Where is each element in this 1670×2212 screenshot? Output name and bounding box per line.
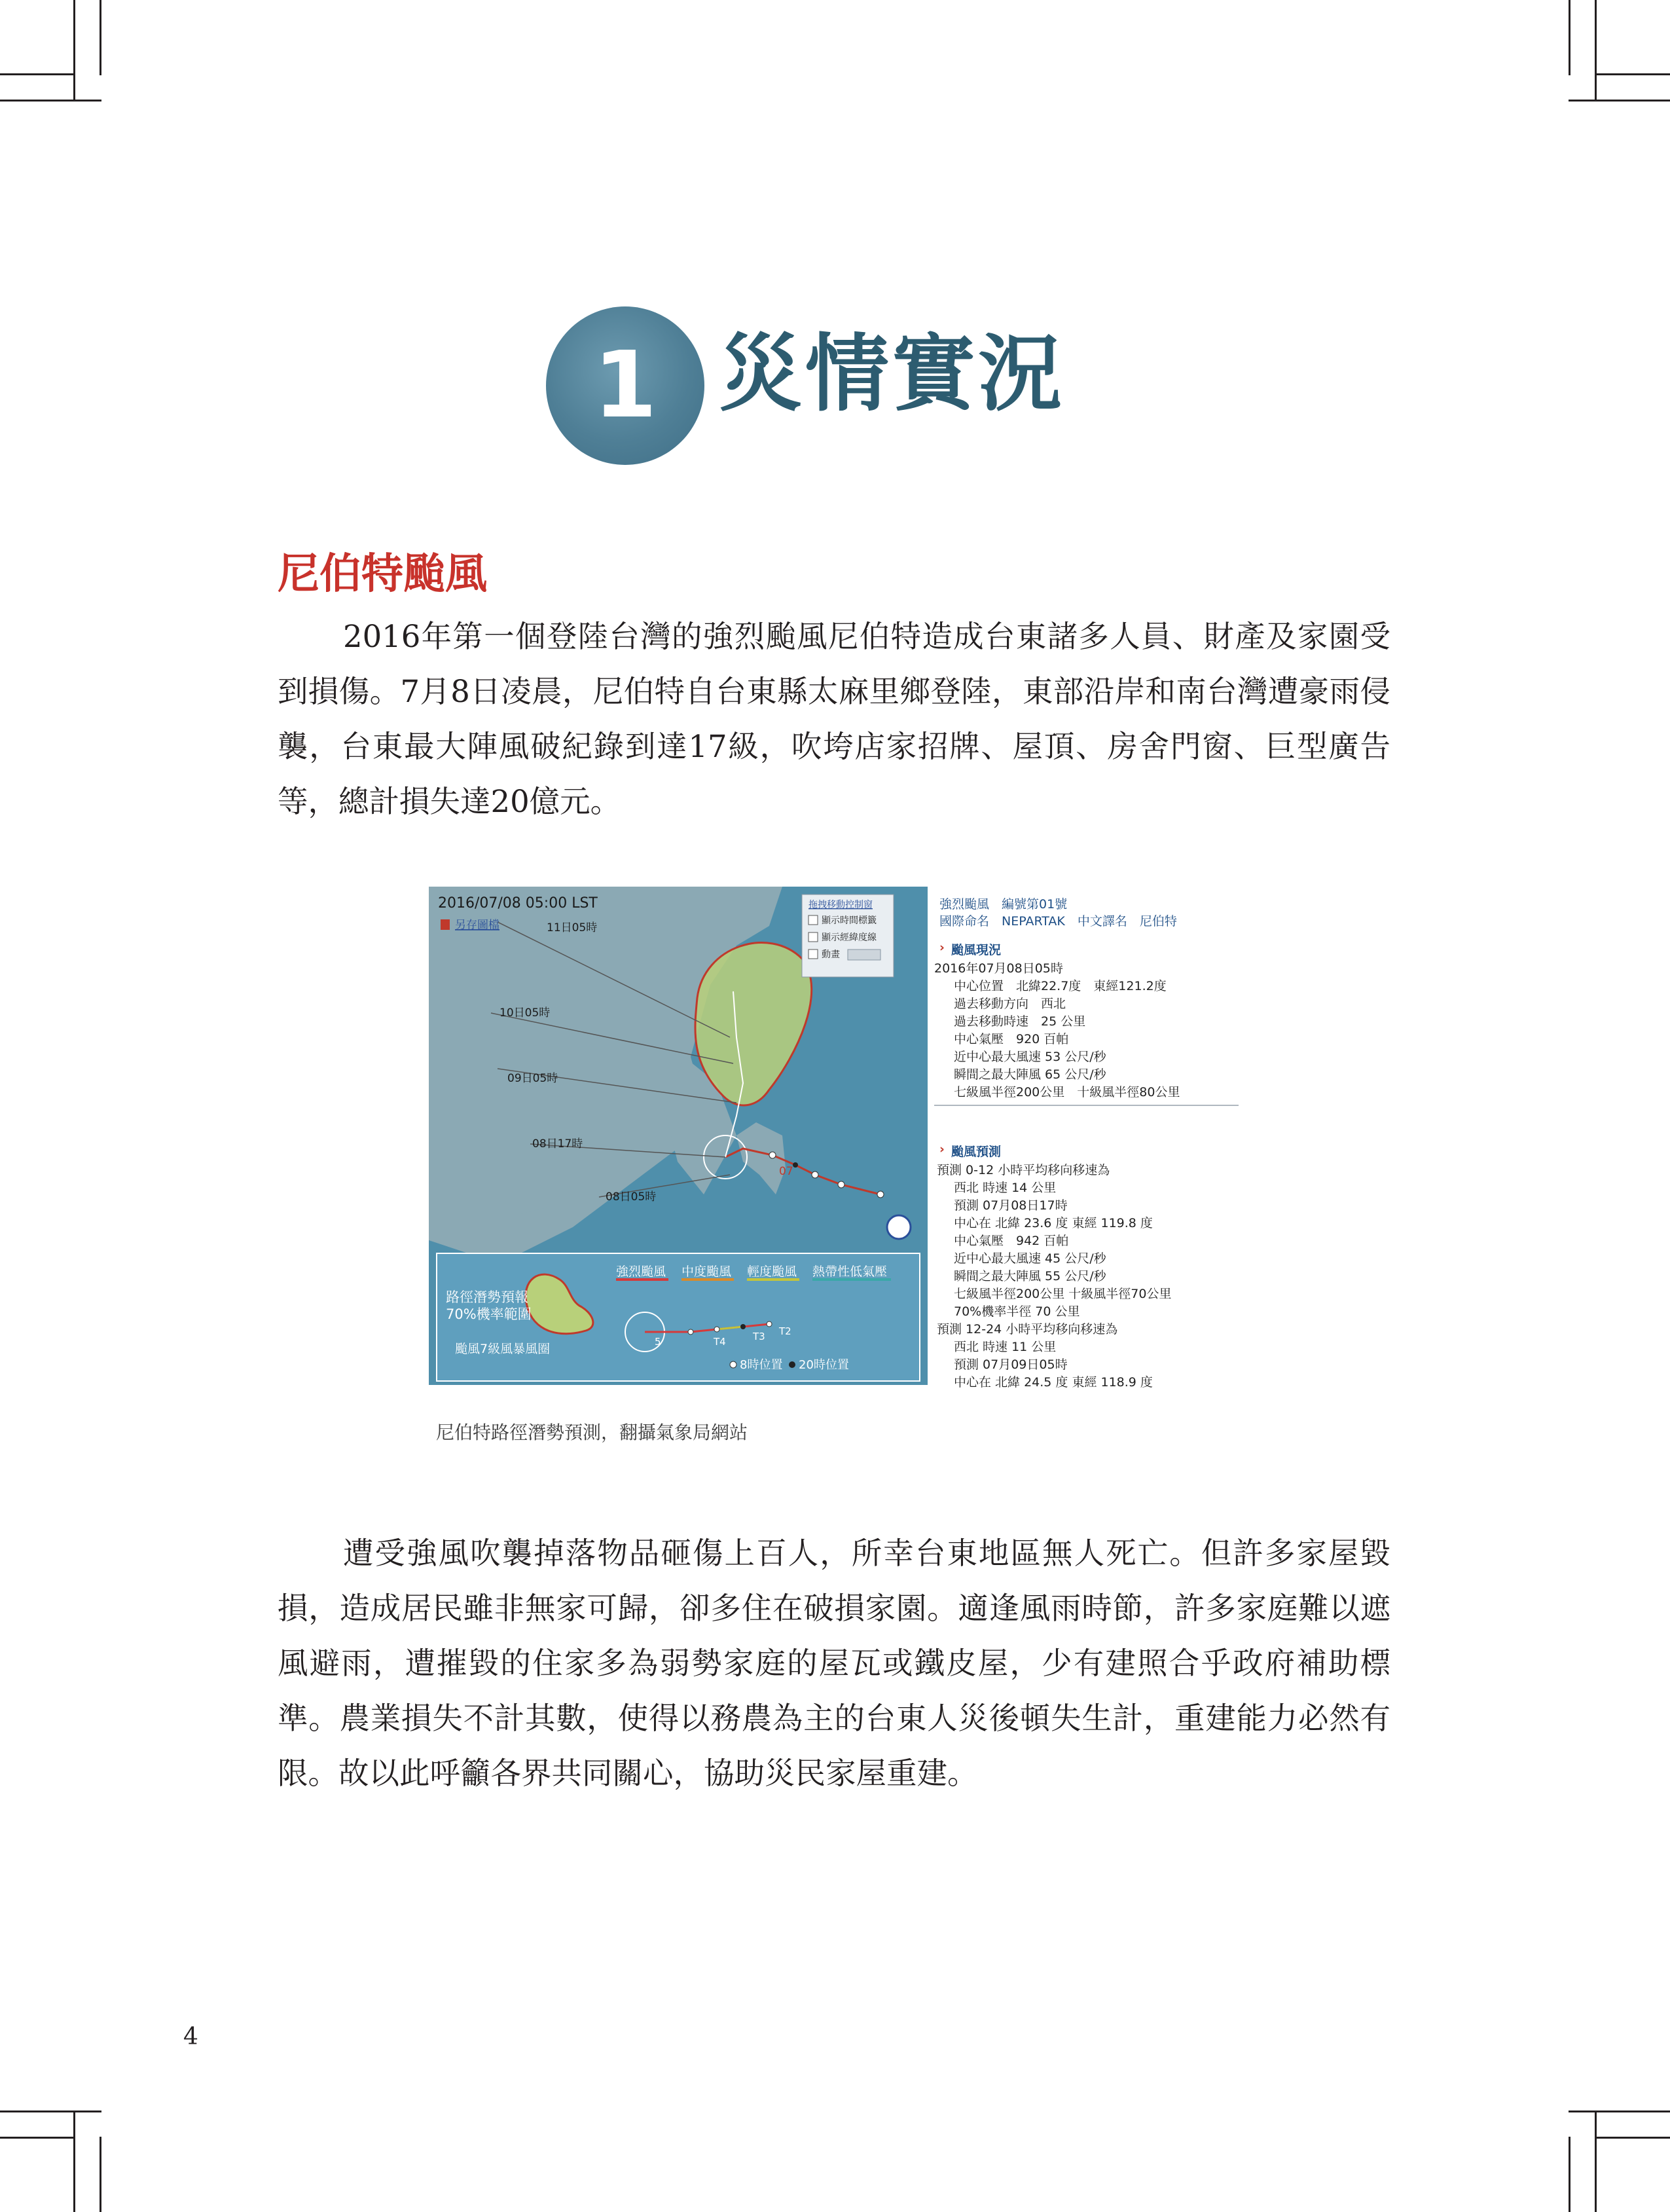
legend-point	[767, 1321, 772, 1327]
legend-point	[688, 1329, 693, 1335]
crop-mark-br-v	[1569, 2137, 1570, 2212]
crop-mark-br-h2	[1595, 2137, 1670, 2139]
control-option-3: 動畫	[822, 949, 840, 960]
forecast-line: 西北 時速 11 公里	[954, 1340, 1057, 1354]
save-image-link: 另存圖檔	[455, 919, 499, 932]
forecast-line: 中心氣壓 942 百帕	[954, 1234, 1069, 1248]
current-line: 中心位置 北緯22.7度 東經121.2度	[954, 979, 1167, 993]
forecast-line: 西北 時速 14 公里	[954, 1181, 1057, 1195]
legend-cat-2: 輕度颱風	[747, 1264, 797, 1279]
crop-mark-bl-v	[73, 2111, 75, 2212]
track-point	[793, 1162, 798, 1168]
legend-point	[714, 1327, 719, 1332]
legend-20h-dot	[789, 1361, 795, 1368]
checkbox-latlon	[808, 932, 818, 942]
crop-mark-tr-v2	[1595, 0, 1597, 101]
paragraph-1: 2016年第一個登陸台灣的強烈颱風尼伯特造成台東諸多人員、財產及家園受到損傷。7月8日凌晨，尼伯特自台東縣太麻里鄉登陸，東部沿岸和南台灣遭豪雨侵襲，台東最大陣風破紀錄到達17級，吹垮店家招牌、屋頂、房舍門窗、巨型廣告等，總計損失達20億元。	[278, 619, 1390, 819]
control-option-1: 顯示時間標籤	[822, 915, 877, 926]
info-divider	[934, 1105, 1239, 1106]
crop-mark-tl-h	[0, 73, 75, 75]
current-time: 2016年07月08日05時	[934, 961, 1063, 976]
crop-mark-br-h	[1569, 2111, 1670, 2112]
time-label-3: 08日17時	[532, 1137, 583, 1151]
info-header-2: 國際命名 NEPARTAK 中文譯名 尼伯特	[939, 914, 1177, 929]
time-label-0: 11日05時	[547, 921, 598, 934]
current-line: 瞬間之最大陣風 65 公尺/秒	[954, 1067, 1106, 1082]
track-point	[838, 1181, 844, 1188]
track-point	[769, 1152, 776, 1158]
legend-20h-position: 20時位置	[799, 1358, 849, 1372]
forecast-line: 中心在 北緯 24.5 度 東經 118.9 度	[954, 1375, 1153, 1390]
forecast-line: 預測 07月09日05時	[954, 1357, 1068, 1372]
figure-caption: 尼伯特路徑潛勢預測，翻攝氣象局網站	[436, 1422, 748, 1443]
typhoon-info-panel	[928, 887, 1246, 1400]
chapter-number: 1	[593, 332, 657, 439]
track-point	[812, 1171, 818, 1178]
crop-mark-tr-h	[1569, 100, 1670, 101]
map-svg	[429, 887, 928, 1385]
legend-8h-position: 8時位置	[740, 1358, 783, 1372]
time-label-4: 08日05時	[606, 1190, 657, 1204]
chapter-title: 災情實況	[719, 325, 1065, 423]
crop-mark-tr-h2	[1595, 73, 1670, 75]
forecast-line: 瞬間之最大陣風 55 公尺/秒	[954, 1269, 1106, 1283]
forecast-line: 預測 0-12 小時平均移向移速為	[937, 1163, 1110, 1177]
legend-cat-1: 中度颱風	[681, 1264, 732, 1279]
current-status-title: 颱風現況	[951, 943, 1002, 957]
animation-slider	[848, 949, 880, 960]
time-label-1: 10日05時	[499, 1006, 551, 1020]
track-point	[877, 1191, 884, 1198]
forecast-line: 七級風半徑200公里 十級風半徑70公里	[954, 1287, 1172, 1301]
page-number: 4	[183, 2023, 198, 2050]
forecast-line: 近中心最大風速 45 公尺/秒	[954, 1251, 1106, 1266]
crop-mark-bl-h	[0, 2111, 101, 2112]
current-line: 過去移動方向 西北	[954, 997, 1066, 1011]
control-window-title: 拖拽移動控制窗	[808, 900, 873, 910]
legend-track-label-5: 5	[655, 1336, 661, 1348]
track-label-07: 07	[779, 1165, 793, 1178]
typhoon-symbol-icon	[887, 1215, 911, 1239]
current-line: 七級風半徑200公里 十級風半徑80公里	[954, 1085, 1180, 1099]
typhoon-map	[429, 887, 928, 1385]
control-option-2: 顯示經緯度線	[822, 932, 877, 943]
checkbox-animation	[808, 949, 818, 959]
forecast-line: 預測 07月08日17時	[954, 1198, 1068, 1213]
map-timestamp: 2016/07/08 05:00 LST	[438, 895, 598, 912]
crop-mark-tl-h2	[0, 100, 101, 101]
crop-mark-br-v2	[1595, 2111, 1597, 2212]
legend-point	[740, 1324, 746, 1329]
forecast-line: 70%機率半徑 70 公里	[954, 1304, 1080, 1319]
legend-cat-3: 熱帶性低氣壓	[812, 1264, 888, 1279]
time-label-2: 09日05時	[507, 1072, 558, 1085]
info-header-1: 強烈颱風 編號第01號	[939, 897, 1068, 912]
forecast-line: 中心在 北緯 23.6 度 東經 119.8 度	[954, 1216, 1153, 1230]
save-icon	[441, 919, 450, 930]
paragraph-2: 遭受強風吹襲掉落物品砸傷上百人，所幸台東地區無人死亡。但許多家屋毀損，造成居民雖非無家可歸，卻多住在破損家園。適逢風雨時節，許多家庭難以遮風避雨，遭摧毀的住家多為弱勢家庭的屋瓦或鐵皮屋，少有建照合乎政府補助標準。農業損失不計其數，使得以務農為主的台東人災後頓失生計，重建能力必然有限。故以此呼籲各界共同關心，協助災民家屋重建。	[278, 1536, 1390, 1791]
crop-mark-tl-v	[73, 0, 75, 101]
forecast-line: 預測 12-24 小時平均移向移速為	[937, 1322, 1118, 1336]
chevron-right-icon: ›	[939, 940, 945, 955]
checkbox-time-label	[808, 915, 818, 925]
legend-track-label-T2: T2	[779, 1325, 791, 1337]
legend-8h-dot	[730, 1361, 736, 1368]
legend-track-label-T4: T4	[714, 1336, 726, 1348]
section-title: 尼伯特颱風	[278, 550, 487, 599]
current-line: 近中心最大風速 53 公尺/秒	[954, 1050, 1106, 1064]
legend-cat-0: 強烈颱風	[616, 1264, 666, 1279]
legend-forecast-range-1: 路徑潛勢預報	[446, 1289, 528, 1305]
crop-mark-bl-v2	[100, 2137, 101, 2212]
chapter-number-badge	[546, 306, 704, 465]
forecast-title: 颱風預測	[951, 1145, 1002, 1159]
chevron-right-icon: ›	[939, 1142, 945, 1156]
typhoon-track-figure	[429, 887, 1246, 1400]
crop-mark-tr-v	[1569, 0, 1570, 75]
legend-forecast-range-2: 70%機率範圍	[446, 1306, 532, 1322]
crop-mark-bl-h2	[0, 2137, 75, 2139]
crop-mark-tl-v2	[100, 0, 101, 75]
legend-gale-radius: 颱風7級風暴風圈	[455, 1342, 551, 1356]
legend-track-label-T3: T3	[753, 1331, 765, 1342]
current-line: 過去移動時速 25 公里	[954, 1014, 1086, 1029]
current-line: 中心氣壓 920 百帕	[954, 1032, 1069, 1046]
